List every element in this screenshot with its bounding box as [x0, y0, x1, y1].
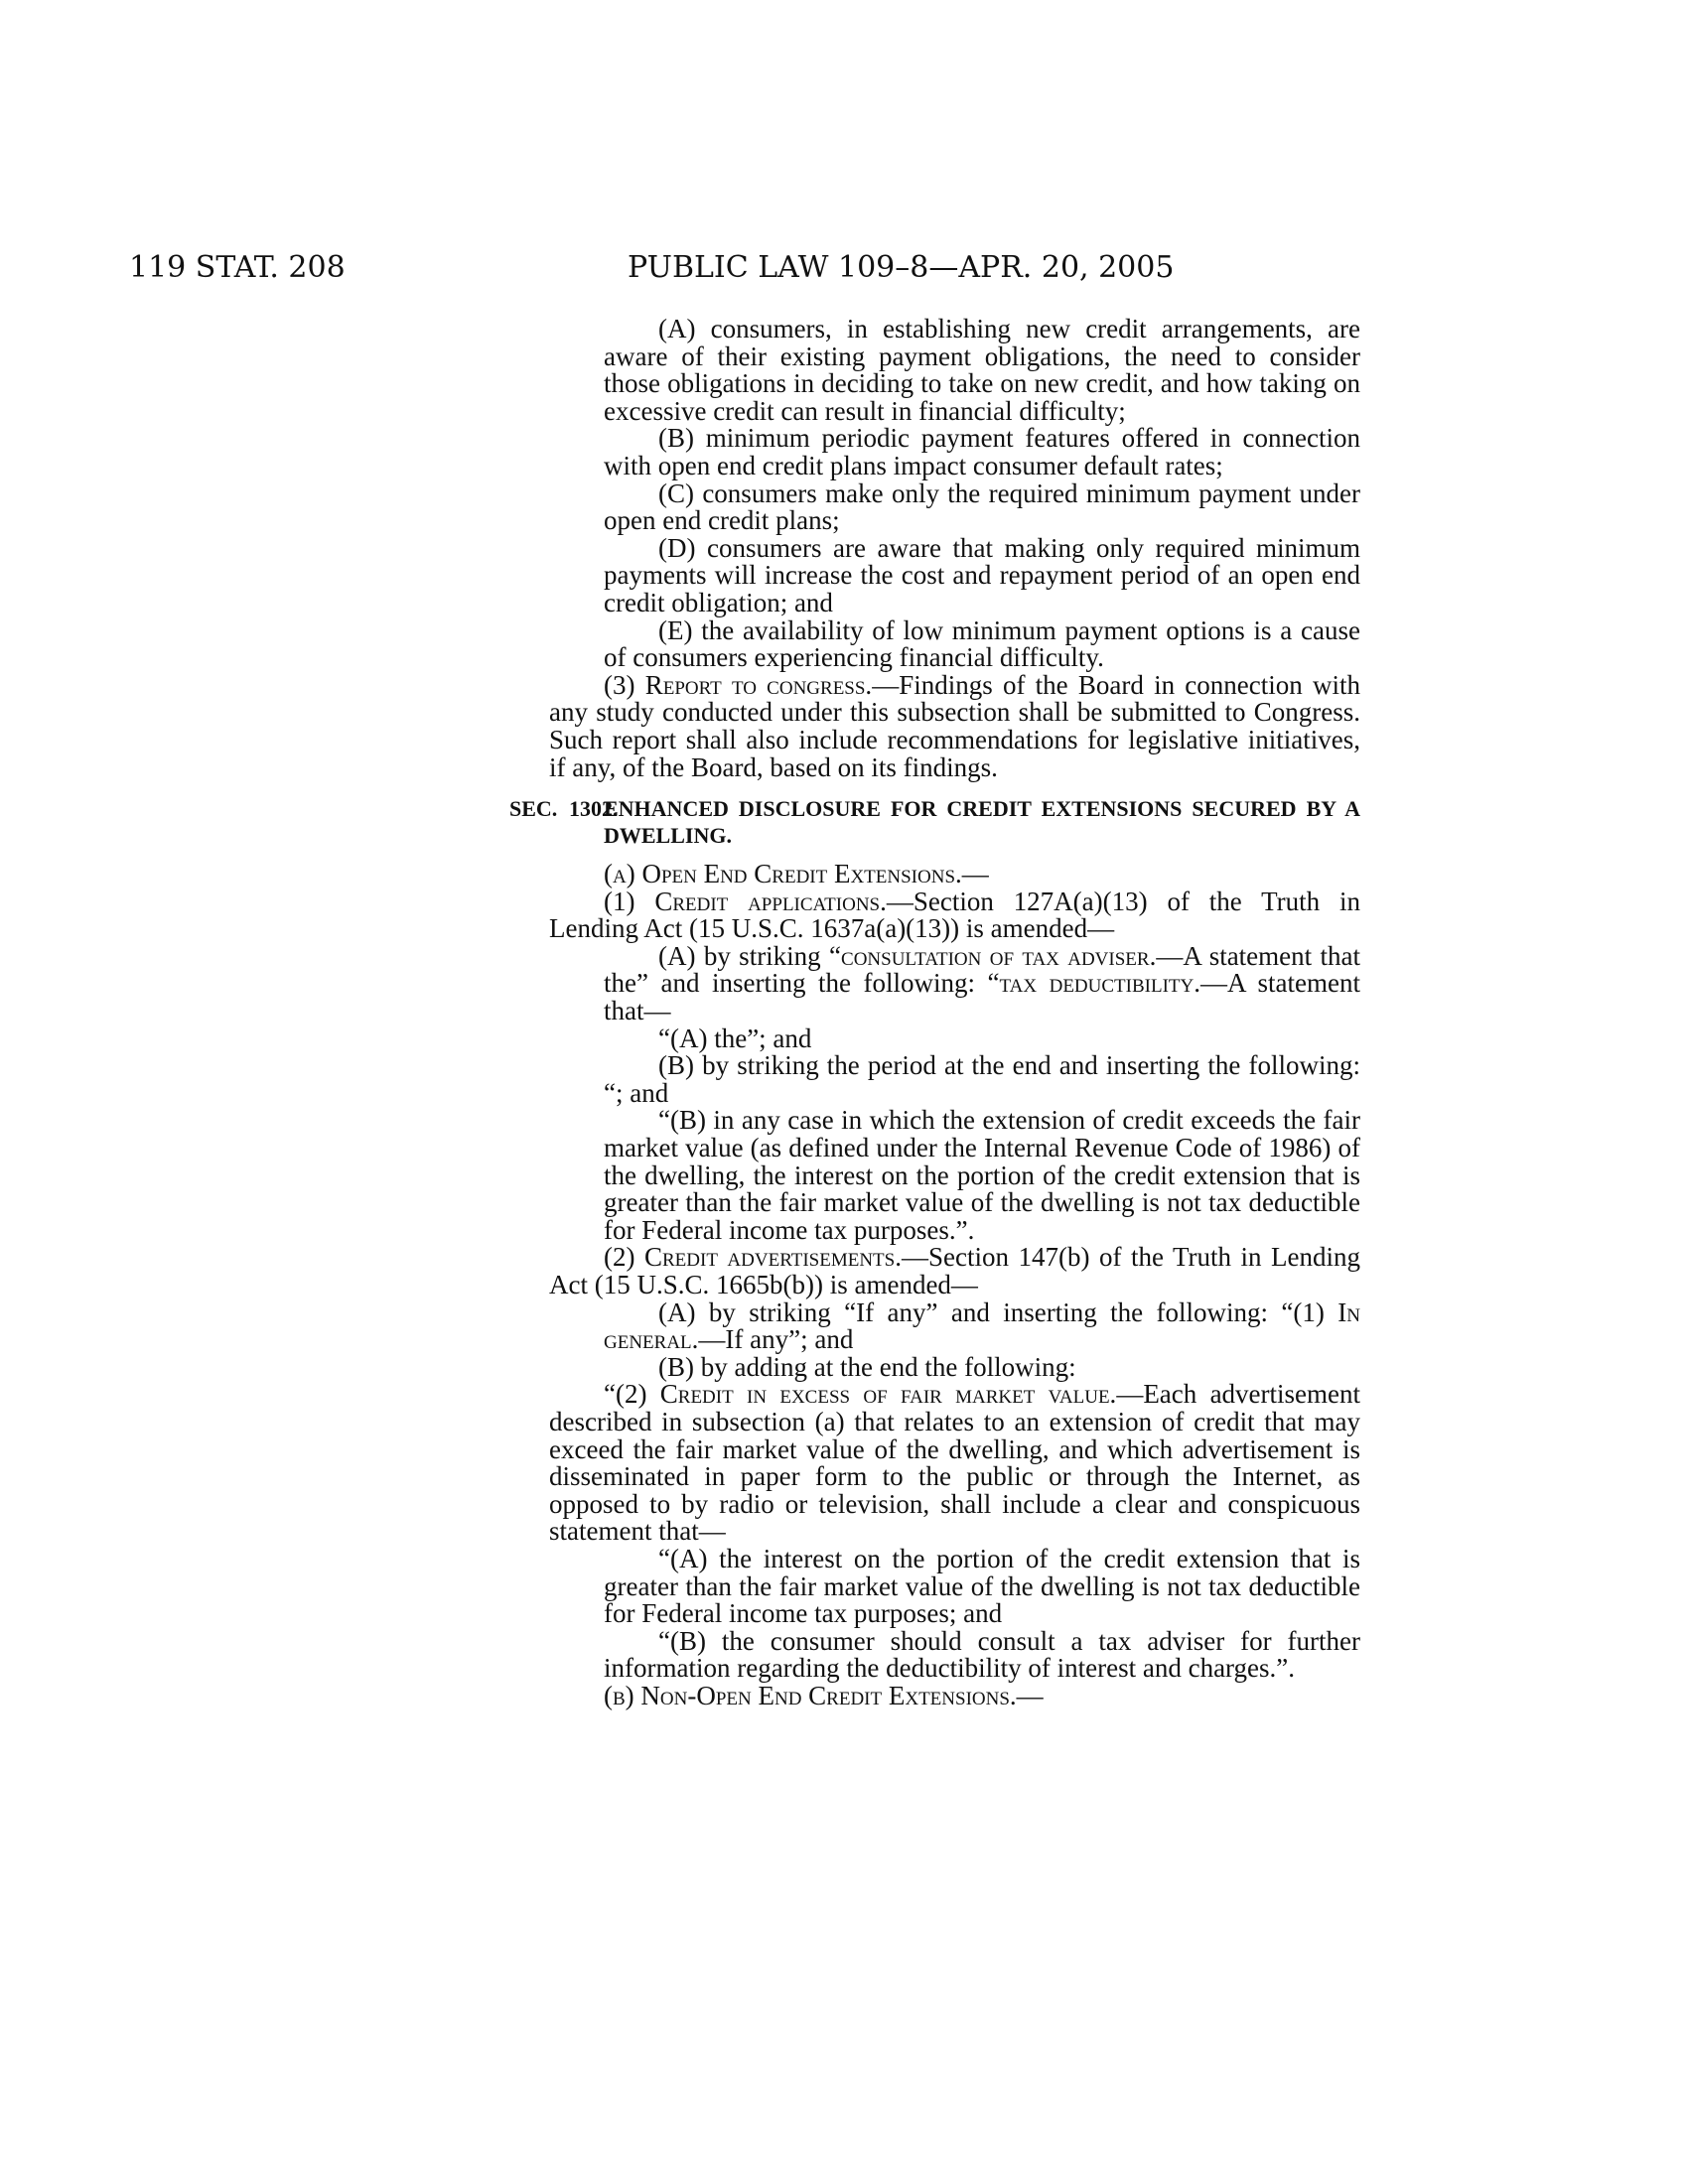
paragraph-heading: (1) Credit applications.: [604, 886, 887, 916]
paragraph-E-availability: (E) the availability of low minimum payment options is a cause of consumers experiencing financial difficulty.: [604, 614, 1360, 673]
section-title: ENHANCED DISCLOSURE FOR CREDIT EXTENSIONS SECURED BY A DWELLING.: [604, 796, 1360, 849]
quoted-subparagraph-B-consult: “(B) the consumer should consult a tax adviser for further information regarding the deductibility of interest and charges.”.: [604, 1625, 1360, 1684]
section-number: 1302.: [569, 796, 619, 822]
section-label: SEC.: [509, 796, 558, 822]
paragraph-1-credit-applications: [549, 888, 1360, 943]
quoted-heading: tax deductibility.: [999, 968, 1200, 999]
document-body: [509, 314, 1361, 1710]
paragraph-3-report-to-congress: [549, 669, 1360, 782]
text-run: “(2): [604, 1379, 660, 1410]
paragraph-D-aware-cost: (D) consumers are aware that making only required minimum payments will increase the cost and repayment period of an open end credit obligation; and: [604, 532, 1360, 617]
paragraph-body: —Section 147(b) of the Truth in Lending Act (15 U.S.C. 1665b(b)) is amended—: [549, 1242, 1360, 1299]
quoted-subparagraph-A-interest: “(A) the interest on the portion of the credit extension that is greater than the fair market value of the dwelling is not tax deductible for Federal income tax purposes; and: [604, 1543, 1360, 1629]
text-run: (A) by striking “: [658, 940, 842, 971]
subsection-a-heading: (a) Open End Credit Extensions.—: [604, 859, 989, 889]
subsection-b-heading: (b) Non-Open End Credit Extensions.—: [604, 1680, 1044, 1710]
text-run: —Each advertisement described in subsection (a) that relates to an extension of credit that may exceed the fair market value of the dwelling, and which advertisement is disseminated in paper form to the public or through the Internet, as opposed to by radio or television, shall include a clear and conspicuous statement that—: [549, 1379, 1361, 1547]
quoted-subparagraph-A: “(A) the”; and: [658, 1023, 812, 1053]
quoted-heading: In general.: [604, 1297, 1360, 1355]
text-run: —If any”; and: [698, 1324, 854, 1355]
text-run: —A statement that—: [604, 968, 1361, 1026]
paragraph-C-minimum-payment: (C) consumers make only the required minimum payment under open end credit plans;: [604, 478, 1360, 536]
paragraph-heading: (3) Report to congress.: [604, 669, 873, 700]
quoted-heading: consultation of tax adviser.: [841, 940, 1157, 971]
statute-page-number: 119 STAT. 208: [129, 250, 346, 285]
text-run: (A) by striking “If any” and inserting the following: “(1): [658, 1297, 1338, 1327]
quoted-paragraph-2: [549, 1381, 1360, 1546]
subparagraph-A-striking: [549, 940, 1361, 1026]
running-head: PUBLIC LAW 109–8—APR. 20, 2005: [628, 250, 1175, 285]
text-run: —A statement that the” and inserting the following: “: [604, 940, 1360, 999]
subparagraph-B-adding: (B) by adding at the end the following:: [658, 1351, 1076, 1382]
quoted-subparagraph-B: “(B) in any case in which the extension of credit exceeds the fair market value (as defined under the Internal Revenue Code of 1986) of the dwelling, the interest on the portion of the credit extension that is greater than the fair market value of the dwelling is not tax deductible for Federal income tax purposes.”.: [604, 1105, 1360, 1245]
paragraph-body: —Findings of the Board in connection with any study conducted under this subsection shall be submitted to Congress. Such report shall also include recommendations for legislative initiatives, if any, of the Board, based on its findings.: [549, 669, 1360, 782]
quoted-heading: Credit in excess of fair market value.: [659, 1379, 1117, 1410]
page-header: [0, 248, 1688, 288]
paragraph-heading: (2) Credit advertisements.: [604, 1242, 902, 1273]
paragraph-2-credit-advertisements: [549, 1244, 1360, 1298]
paragraph-B-minimum-periodic: (B) minimum periodic payment features offered in connection with open end credit plans impact consumer default rates;: [604, 423, 1360, 480]
paragraph-A-consumers-aware: (A) consumers, in establishing new credit arrangements, are aware of their existing payment obligations, the need to consider those obligations in deciding to take on new credit, and how taking on excessive credit can result in financial difficulty;: [604, 314, 1360, 426]
paragraph-body: —Section 127A(a)(13) of the Truth in Lending Act (15 U.S.C. 1637a(a)(13)) is amended—: [549, 886, 1360, 944]
subparagraph-A-if-any: [549, 1299, 1360, 1354]
subparagraph-B-striking-period: (B) by striking the period at the end and inserting the following: “; and: [604, 1050, 1360, 1108]
section-heading: [509, 795, 1360, 849]
